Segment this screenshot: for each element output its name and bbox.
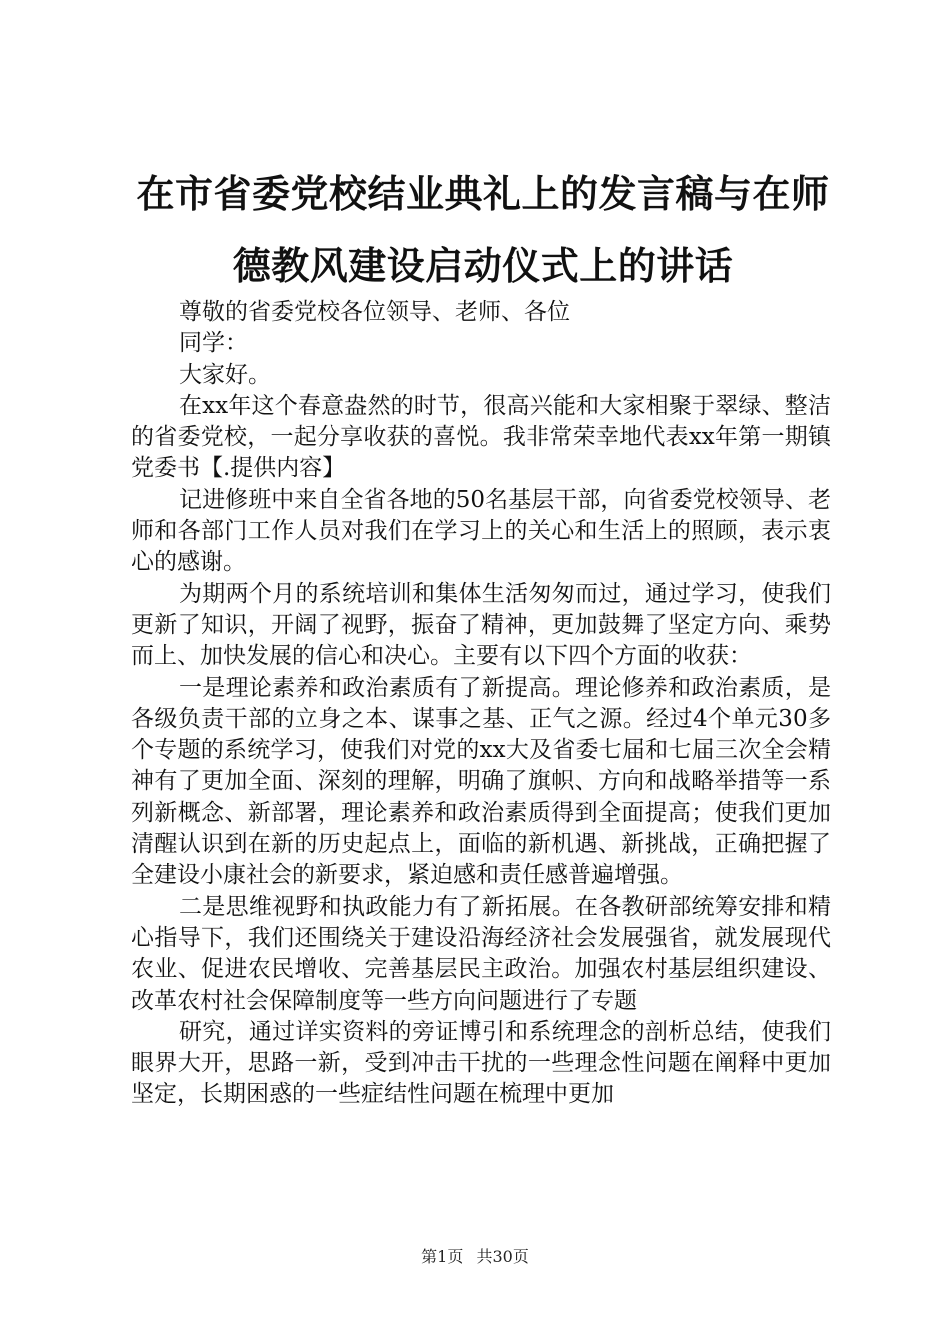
- paragraph-5: 二是思维视野和执政能力有了新拓展。在各教研部统筹安排和精心指导下，我们还围绕关于建设沿海经济社会发展强省，就发展现代农业、促进农民增收、完善基层民主政治。加强农村基层组织建设、改革农村社会保障制度等一些方向问题进行了专题: [131, 893, 831, 1014]
- paragraph-1: 在xx年这个春意盎然的时节，很高兴能和大家相聚于翠绿、整洁的省委党校，一起分享收获的喜悦。我非常荣幸地代表xx年第一期镇党委书【.提供内容】: [131, 392, 831, 482]
- page-total: 共30页: [476, 1247, 529, 1266]
- paragraph-6: 研究，通过详实资料的旁证博引和系统理念的剖析总结，使我们眼界大开，思路一新，受到冲击干扰的一些理念性问题在阐释中更加坚定，长期困惑的一些症结性问题在梳理中更加: [131, 1018, 831, 1108]
- paragraph-2: 记进修班中来自全省各地的50名基层干部，向省委党校领导、老师和各部门工作人员对我们在学习上的关心和生活上的照顾，表示衷心的感谢。: [131, 486, 831, 576]
- paragraph-4: 一是理论素养和政治素质有了新提高。理论修养和政治素质，是各级负责干部的立身之本、谋事之基、正气之源。经过4个单元30多个专题的系统学习，使我们对党的xx大及省委七届和七届三次全会精神有了更加全面、深刻的理解，明确了旗帜、方向和战略举措等一系列新概念、新部署，理论素养和政治素质得到全面提高；使我们更加清醒认识到在新的历史起点上，面临的新机遇、新挑战，正确把握了全建设小康社会的新要求，紧迫感和责任感普遍增强。: [131, 674, 831, 889]
- paragraph-3: 为期两个月的系统培训和集体生活匆匆而过，通过学习，使我们更新了知识，开阔了视野，振奋了精神，更加鼓舞了坚定方向、乘势而上、加快发展的信心和决心。主要有以下四个方面的收获：: [131, 580, 831, 670]
- page-number: 第1页: [421, 1247, 464, 1266]
- page-footer: [0, 1244, 950, 1267]
- paragraph-greeting: 尊敬的省委党校各位领导、老师、各位: [179, 299, 570, 325]
- paragraph-greeting-cont: 同学：: [179, 330, 248, 357]
- paragraph-hello: 大家好。: [179, 361, 271, 388]
- document-body: [131, 297, 831, 1111]
- document-title: 在市省委党校结业典礼上的发言稿与在师德教风建设启动仪式上的讲话: [136, 171, 830, 288]
